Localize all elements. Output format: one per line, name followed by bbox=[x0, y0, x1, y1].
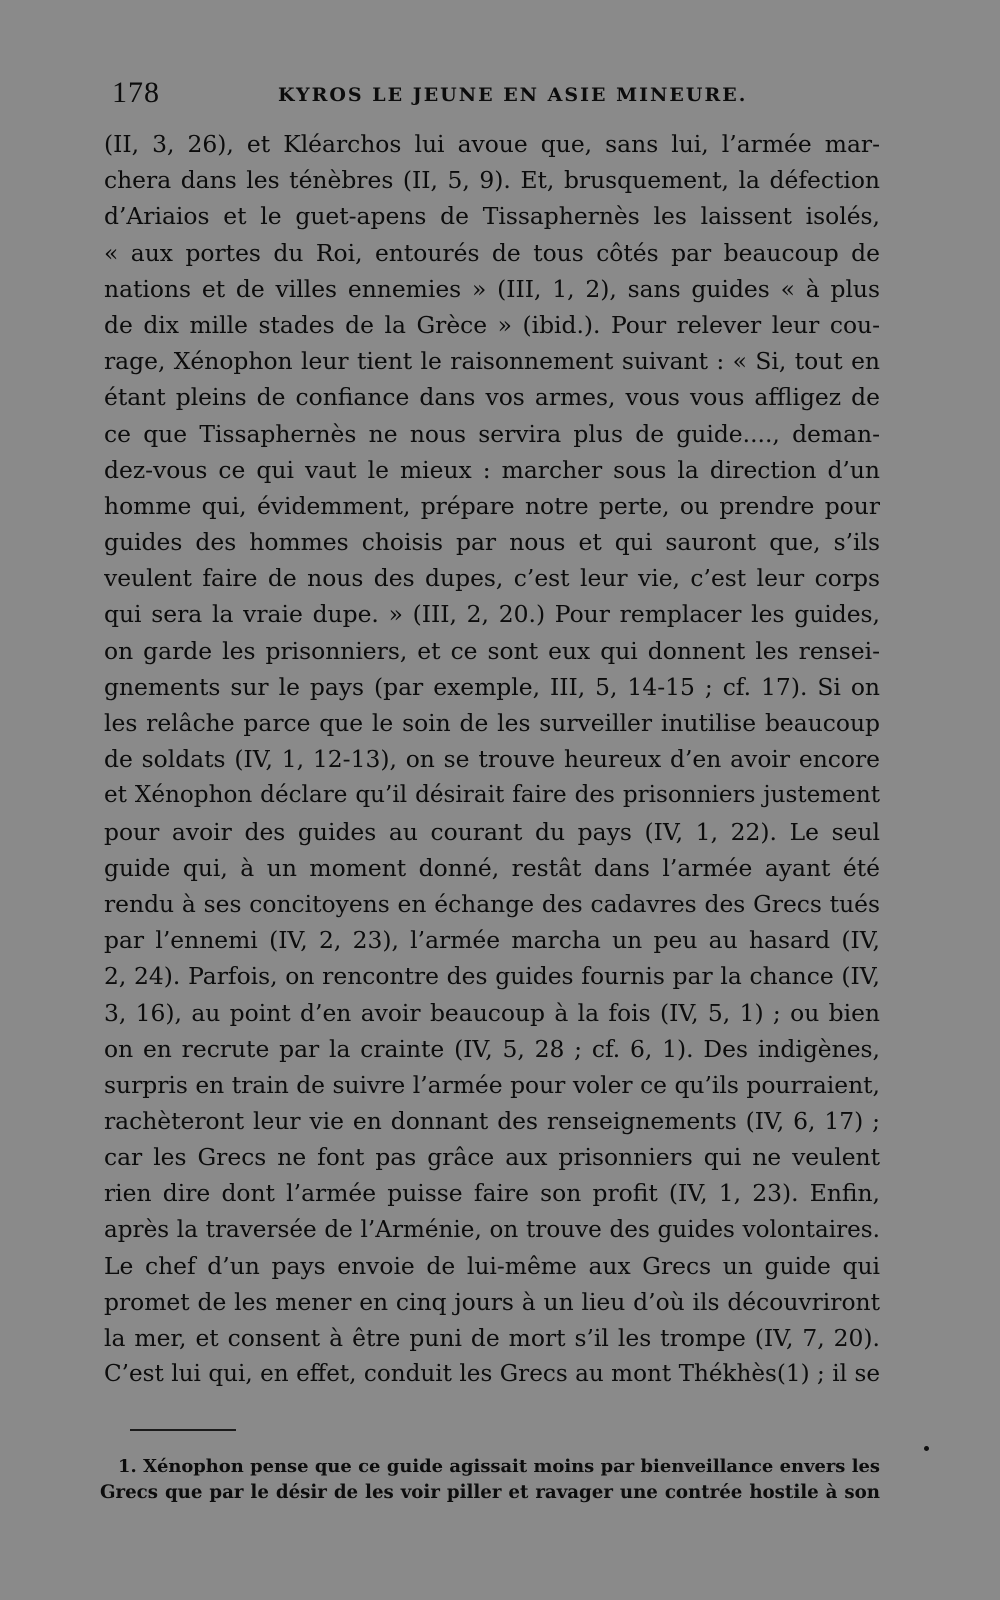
text-line: la mer, et consent à être puni de mort s’il les trompe (IV, 7, 20). bbox=[104, 1324, 880, 1353]
text-line: après la traversée de l’Arménie, on trouve des guides volontaires. bbox=[104, 1216, 880, 1243]
text-line: promet de les mener en cinq jours à un lieu d’où ils découvriront bbox=[104, 1288, 880, 1316]
text-line: homme qui, évidemment, prépare notre perte, ou prendre pour bbox=[104, 491, 880, 520]
text-line: de soldats (IV, 1, 12-13), on se trouve heureux d’en avoir encore bbox=[104, 745, 880, 774]
text-line: rachèteront leur vie en donnant des renseignements (IV, 6, 17) ; bbox=[104, 1107, 880, 1136]
scan-speck bbox=[924, 1446, 929, 1451]
text-line: guides des hommes choisis par nous et qui sauront que, s’ils bbox=[104, 528, 880, 557]
text-line: car les Grecs ne font pas grâce aux prisonniers qui ne veulent bbox=[104, 1143, 880, 1172]
text-line: étant pleins de confiance dans vos armes, vous vous affligez de bbox=[104, 383, 880, 412]
text-line: les relâche parce que le soin de les surveiller inutilise beaucoup bbox=[104, 709, 880, 737]
text-line: surpris en train de suivre l’armée pour voler ce qu’ils pourraient, bbox=[104, 1070, 880, 1099]
text-line: Le chef d’un pays envoie de lui-même aux Grecs un guide qui bbox=[104, 1251, 880, 1280]
text-line: dez-vous ce qui vaut le mieux : marcher sous la direction d’un bbox=[104, 455, 880, 484]
text-line: rage, Xénophon leur tient le raisonnement suivant : « Si, tout en bbox=[104, 347, 880, 376]
text-line: guide qui, à un moment donné, restât dans l’armée ayant été bbox=[104, 853, 880, 882]
footnote-rule bbox=[130, 1429, 236, 1431]
text-line: 2, 24). Parfois, on rencontre des guides fournis par la chance (IV, bbox=[104, 962, 880, 991]
footnote-line: Grecs que par le désir de les voir piller et ravager une contrée hostile à son bbox=[100, 1482, 880, 1503]
text-line: par l’ennemi (IV, 2, 23), l’armée marcha un peu au hasard (IV, bbox=[104, 926, 880, 955]
text-line: gnements sur le pays (par exemple, III, 5, 14-15 ; cf. 17). Si on bbox=[104, 672, 880, 701]
text-line: rendu à ses concitoyens en échange des cadavres des Grecs tués bbox=[104, 889, 880, 918]
text-line: rien dire dont l’armée puisse faire son profit (IV, 1, 23). Enfin, bbox=[104, 1179, 880, 1208]
text-line: (II, 3, 26), et Kléarchos lui avoue que, sans lui, l’armée mar- bbox=[104, 130, 880, 158]
text-line: pour avoir des guides au courant du pays (IV, 1, 22). Le seul bbox=[104, 817, 880, 846]
text-line: veulent faire de nous des dupes, c’est leur vie, c’est leur corps bbox=[104, 564, 880, 593]
running-head: KYROS LE JEUNE EN ASIE MINEURE. bbox=[278, 84, 748, 106]
text-line: 3, 16), au point d’en avoir beaucoup à la fois (IV, 5, 1) ; ou bien bbox=[104, 998, 880, 1027]
text-line: qui sera la vraie dupe. » (III, 2, 20.) Pour remplacer les guides, bbox=[104, 600, 880, 629]
page-header bbox=[108, 76, 888, 112]
text-line: on garde les prisonniers, et ce sont eux qui donnent les rensei- bbox=[104, 636, 880, 665]
text-line: et Xénophon déclare qu’il désirait faire des prisonniers justement bbox=[104, 782, 880, 809]
text-line: d’Ariaios et le guet-apens de Tissaphernès les laissent isolés, bbox=[104, 202, 880, 231]
text-line: nations et de villes ennemies » (III, 1, 2), sans guides « à plus bbox=[104, 274, 880, 303]
body-text bbox=[104, 126, 880, 1393]
footnote bbox=[100, 1454, 880, 1506]
text-line: « aux portes du Roi, entourés de tous côtés par beaucoup de bbox=[104, 238, 880, 267]
text-line: ce que Tissaphernès ne nous servira plus de guide...., deman- bbox=[104, 419, 880, 448]
page-number: 178 bbox=[112, 76, 160, 109]
text-line: on en recrute par la crainte (IV, 5, 28 ; cf. 6, 1). Des indigènes, bbox=[104, 1034, 880, 1063]
text-line: C’est lui qui, en effet, conduit les Grecs au mont Thékhès(1) ; il se bbox=[104, 1361, 880, 1388]
text-line: chera dans les ténèbres (II, 5, 9). Et, brusquement, la défection bbox=[104, 166, 880, 195]
footnote-line: 1. Xénophon pense que ce guide agissait moins par bienveillance envers les bbox=[118, 1456, 880, 1477]
text-line: de dix mille stades de la Grèce » (ibid.). Pour relever leur cou- bbox=[104, 310, 880, 339]
